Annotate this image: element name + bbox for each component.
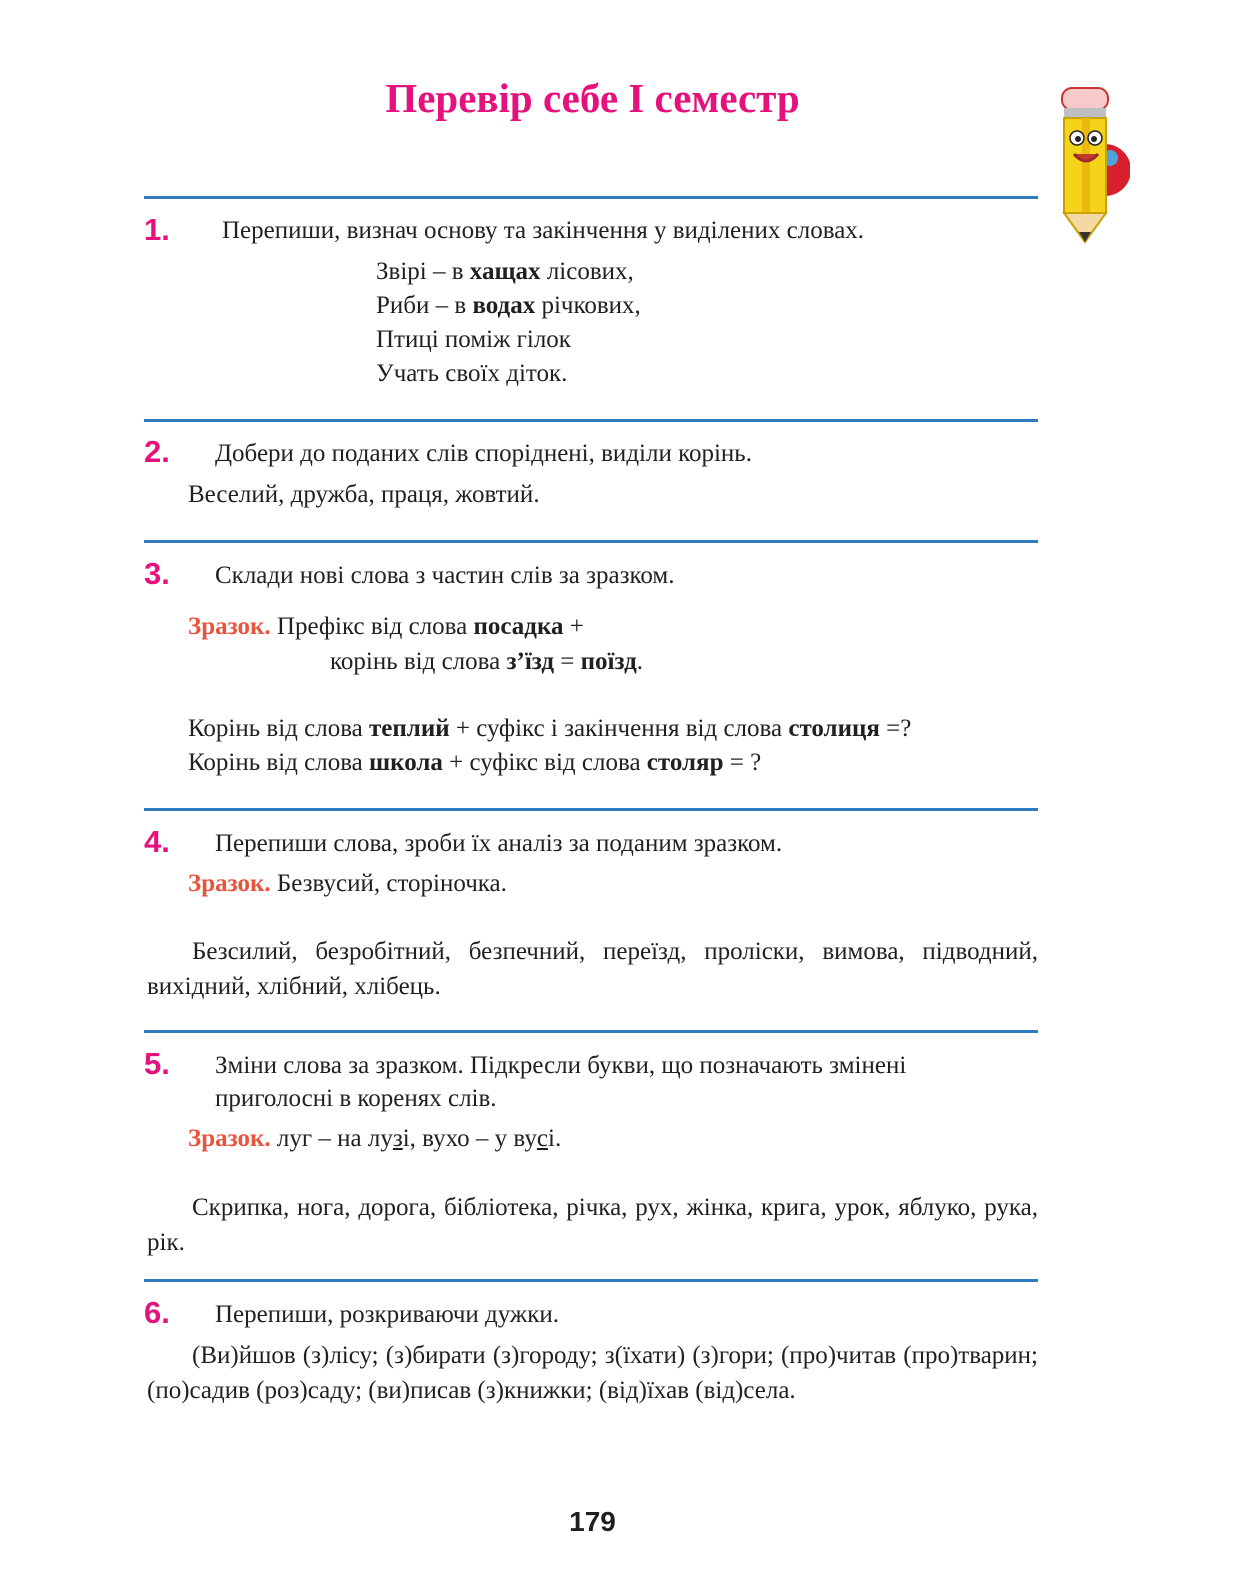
task-number: 2. (144, 434, 170, 469)
page-title: Перевір себе І семестр (385, 75, 800, 121)
task-instruction: Перепиши слова, зроби їх аналіз за поданим зразком. (215, 830, 783, 857)
page-number: 179 (569, 1506, 616, 1537)
task-number: 5. (144, 1046, 170, 1081)
divider (144, 540, 1038, 543)
sample-label: Зразок. (188, 870, 271, 897)
sample-line: Зразок. Префікс від слова посадка + (188, 613, 584, 640)
task-number: 4. (144, 824, 170, 859)
task-number: 1. (144, 212, 170, 247)
exercise-line: Корінь від слова теплий + суфікс і закінчення від слова столиця =? (188, 715, 912, 742)
task-instruction: Перепиши, розкриваючи дужки. (215, 1301, 559, 1328)
word-list: Безсилий, безробітний, безпечний, переїзд, проліски, вимова, підводний, вихідний, хлібний, хлібець. (147, 938, 1038, 1000)
task-number: 3. (144, 556, 170, 591)
task-number: 6. (144, 1295, 170, 1330)
poem-line: Птиці поміж гілок (376, 326, 571, 353)
divider (144, 1030, 1038, 1033)
word-list: Веселий, дружба, праця, жовтий. (188, 481, 540, 508)
poem-line: Звірі – в хащах лісових, (376, 258, 634, 285)
task-instruction: Добери до поданих слів споріднені, виділи корінь. (215, 440, 752, 467)
task-instruction: Перепиши, визнач основу та закінчення у виділених словах. (222, 217, 865, 244)
sample-line: Зразок. луг – на лузі, вухо – у вусі. (188, 1125, 562, 1152)
exercise-line: Корінь від слова школа + суфікс від слова столяр = ? (188, 749, 762, 776)
poem-line: Учать своїх діток. (376, 360, 568, 387)
word-list: (Ви)йшов (з)лісу; (з)бирати (з)городу; з(їхати) (з)гори; (про)читав (про)тварин; (по)садив (роз)саду; (ви)писав (з)книжки; (від)їхав (від)села. (147, 1342, 1038, 1404)
sample-label: Зразок. (188, 613, 271, 640)
task-instruction: приголосні в коренях слів. (215, 1085, 497, 1112)
sample-line: Зразок. Безвусий, сторіночка. (188, 870, 507, 897)
divider (144, 419, 1038, 422)
divider (144, 1279, 1038, 1282)
pencil-mascot-icon (1050, 80, 1130, 250)
task-instruction: Зміни слова за зразком. Підкресли букви, що позначають змінені (215, 1052, 907, 1079)
task-instruction: Склади нові слова з частин слів за зразком. (215, 562, 675, 589)
divider (144, 808, 1038, 811)
sample-line: корінь від слова з’їзд = поїзд. (330, 648, 643, 675)
divider (144, 196, 1038, 199)
sample-label: Зразок. (188, 1125, 271, 1152)
word-list: Скрипка, нога, дорога, бібліотека, річка, рух, жінка, крига, урок, яблуко, рука, рік. (147, 1194, 1038, 1256)
poem-line: Риби – в водах річкових, (376, 292, 641, 319)
